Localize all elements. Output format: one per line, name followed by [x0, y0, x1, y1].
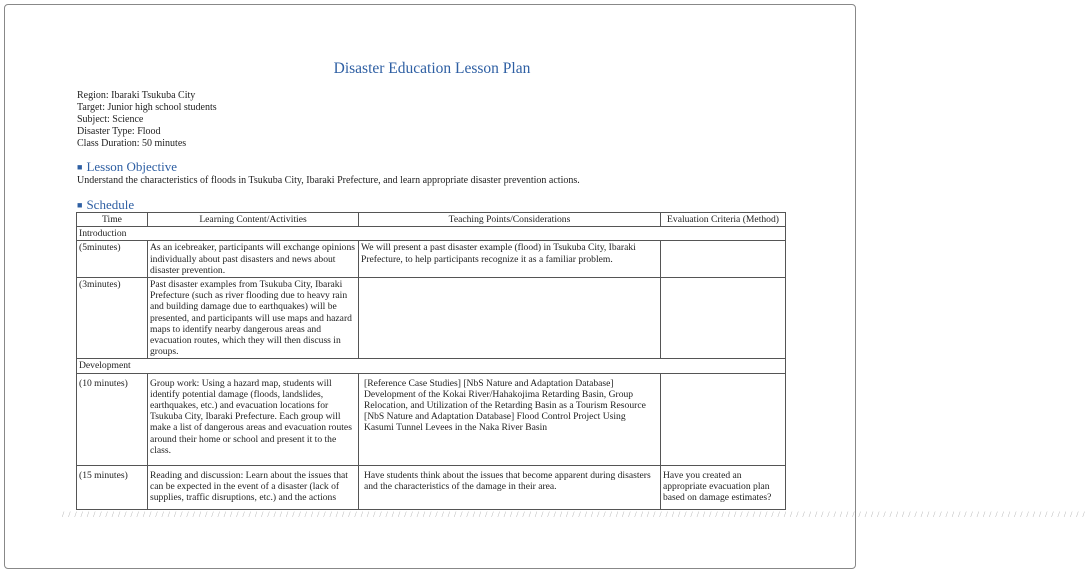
criteria-cell: Have you created an appropriate evacuation plan based on damage estimates?	[661, 465, 786, 509]
objective-heading	[77, 159, 177, 175]
column-header-criteria: Evaluation Criteria (Method)	[661, 213, 786, 227]
lesson-info	[77, 90, 217, 150]
content-cell: Reading and discussion: Learn about the issues that can be expected in the event of a disaster (lack of supplies, traffic disruptions, etc.) and the actions	[148, 465, 359, 509]
table-row	[77, 465, 786, 509]
objective-text: Understand the characteristics of floods in Tsukuba City, Ibaraki Prefecture, and learn appropriate disaster prevention actions.	[77, 175, 580, 186]
criteria-cell	[661, 241, 786, 278]
content-cell: As an icebreaker, participants will exchange opinions individually about past disasters and news about disaster prevention.	[148, 241, 359, 278]
schedule-heading-text: Schedule	[86, 197, 135, 212]
section-row	[77, 359, 786, 373]
schedule-table	[76, 212, 786, 510]
content-cell: Past disaster examples from Tsukuba City, Ibaraki Prefecture (such as river flooding due to heavy rain and building damage due to earthquakes) will be presented, and participants will use maps and hazard maps to identify nearby dangerous areas and evacuation routes, which they will then discuss in groups.	[148, 278, 359, 359]
points-cell	[359, 278, 661, 359]
table-row	[77, 278, 786, 359]
disaster-type-line: Disaster Type: Flood	[77, 126, 161, 137]
table-row	[77, 373, 786, 465]
section-introduction: Introduction	[77, 227, 786, 241]
target-line: Target: Junior high school students	[77, 102, 217, 113]
page-cut-divider: / / / / / / / / / / / / / / / / / / / / / / / / / / / / / / / / / / / / / / / / / / / / / / / / / / / / / / / / / / / / / / / / / / / / / / / / / / / / / / / / / / / / / / / / / / / / / / / / / / / / / / / / / / / / / / / / / / / / / / / / / / / / / / / / / / / / / / / / / / / / / / / / / / / / / / / / / / / / / / / / / / / / /	[62, 510, 1086, 519]
time-cell: (3minutes)	[77, 278, 148, 359]
square-bullet-icon: ■	[77, 162, 83, 172]
time-cell: (5minutes)	[77, 241, 148, 278]
section-development: Development	[77, 359, 786, 373]
column-header-points: Teaching Points/Considerations	[359, 213, 661, 227]
page-title: Disaster Education Lesson Plan	[333, 60, 531, 77]
content-cell: Group work: Using a hazard map, students will identify potential damage (floods, landslides, earthquakes, etc.) and evacuation locations for Tsukuba City, Ibaraki Prefecture. Each group will make a list of dangerous areas and evacuation routes around their home or school and present it to the class.	[148, 373, 359, 465]
points-cell: We will present a past disaster example (flood) in Tsukuba City, Ibaraki Prefecture, to help participants recognize it as a familiar problem.	[359, 241, 661, 278]
points-cell: Have students think about the issues that become apparent during disasters and the characteristics of the damage in their area.	[359, 465, 661, 509]
schedule-heading	[77, 197, 134, 213]
region-line: Region: Ibaraki Tsukuba City	[77, 90, 196, 101]
objective-heading-text: Lesson Objective	[86, 159, 178, 174]
square-bullet-icon: ■	[77, 200, 83, 210]
criteria-cell	[661, 278, 786, 359]
table-row	[77, 241, 786, 278]
time-cell: (10 minutes)	[77, 373, 148, 465]
section-row	[77, 227, 786, 241]
class-duration-line: Class Duration: 50 minutes	[77, 138, 187, 149]
column-header-time: Time	[77, 213, 148, 227]
points-cell: [Reference Case Studies] [NbS Nature and Adaptation Database] Development of the Kokai River/Hahakojima Retarding Basin, Group Relocation, and Utilization of the Retarding Basin as a Tourism Resource [NbS Nature and Adaptation Database] Flood Control Project Using Kasumi Tunnel Levees in the Naka River Basin	[359, 373, 661, 465]
time-cell: (15 minutes)	[77, 465, 148, 509]
column-header-content: Learning Content/Activities	[148, 213, 359, 227]
table-header-row	[77, 213, 786, 227]
subject-line: Subject: Science	[77, 114, 144, 125]
criteria-cell	[661, 373, 786, 465]
